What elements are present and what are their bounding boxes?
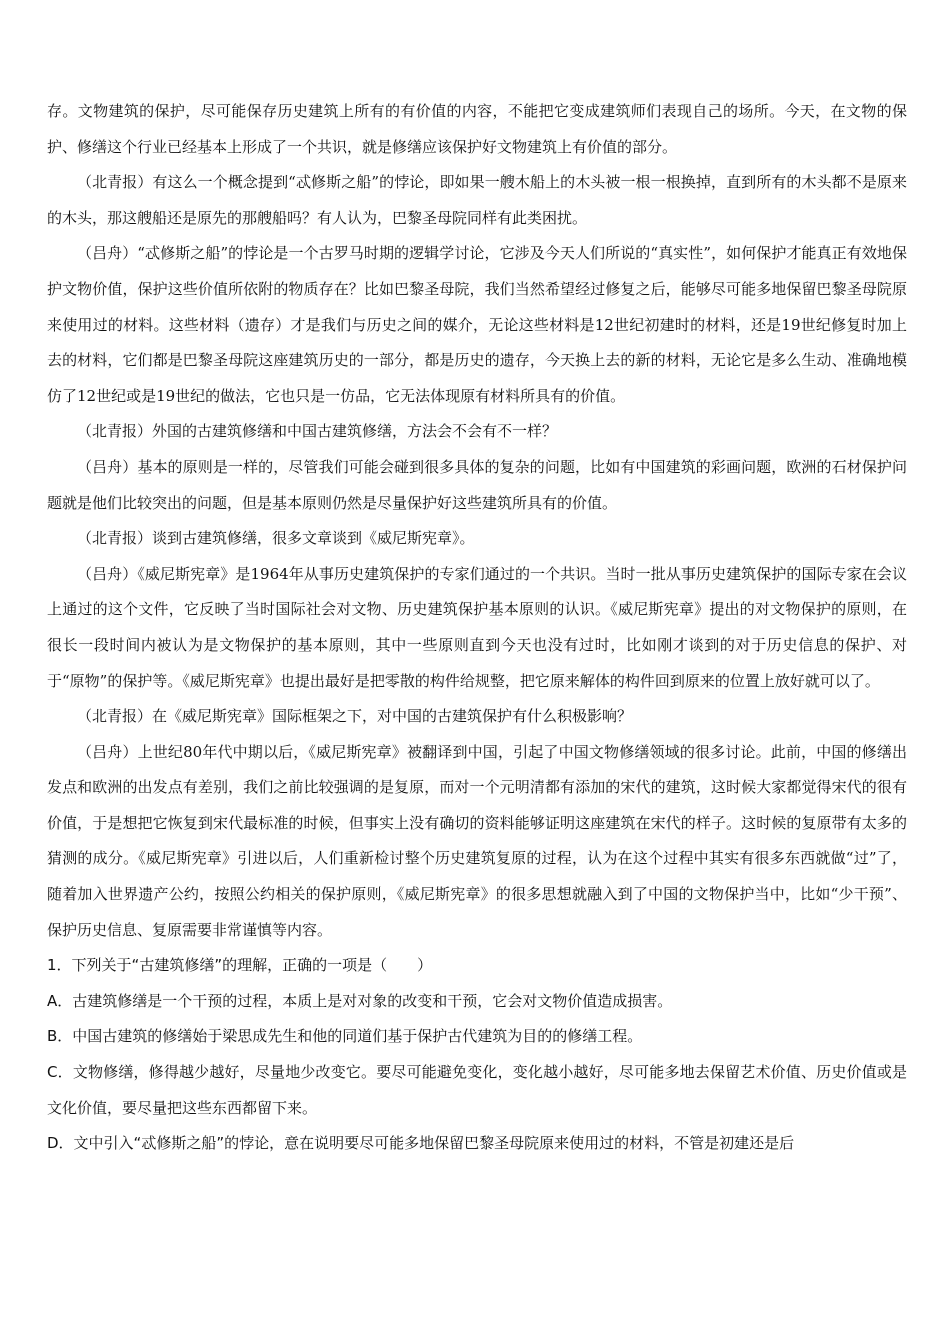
option-b: B．中国古建筑的修缮始于梁思成先生和他的同道们基于保护古代建筑为目的的修缮工程。 <box>47 1027 643 1046</box>
passage-paragraph-8: （北青报）在《威尼斯宪章》国际框架之下，对中国的古建筑保护有什么积极影响？ <box>77 707 633 726</box>
passage-paragraph-6: （北青报）谈到古建筑修缮，很多文章谈到《威尼斯宪章》。 <box>77 529 475 548</box>
passage-paragraph-3: （吕舟）“忒修斯之船”的悖论是一个古罗马时期的逻辑学讨论，它涉及今天人们所说的“真实性”，如何保护才能真正有效地保护文物价值，保护这些价值所依附的物质存在？比如巴黎圣母院，我们当然希望经过修复之后，能够尽可能多地保留巴黎圣母院原来使用过的材料。这些材料（遗存）才是我们与历史之间的媒介，无论这些材料是12世纪初建时的材料，还是19世纪修复时加上去的材料，它们都是巴黎圣母院这座建筑历史的一部分，都是历史的遗存，今天换上去的新的材料，无论它是多么生动、准确地模仿了12世纪或是19世纪的做法，它也只是一仿品，它无法体现原有材料所具有的价值。 <box>47 244 907 405</box>
passage-paragraph-7: （吕舟）《威尼斯宪章》是1964年从事历史建筑保护的专家们通过的一个共识。当时一批从事历史建筑保护的国际专家在会议上通过的这个文件，它反映了当时国际社会对文物、历史建筑保护基本原则的认识。《威尼斯宪章》提出的对文物保护的原则，在很长一段时间内被认为是文物保护的基本原则，其中一些原则直到今天也没有过时，比如刚才谈到的对于历史信息的保护、对于“原物”的保护等。《威尼斯宪章》也提出最好是把零散的构件给规整，把它原来解体的构件回到原来的位置上放好就可以了。 <box>47 564 907 690</box>
passage-paragraph-5: （吕舟）基本的原则是一样的，尽管我们可能会碰到很多具体的复杂的问题，比如有中国建筑的彩画问题，欧洲的石材保护问题就是他们比较突出的问题，但是基本原则仍然是尽量保护好这些建筑所具有的价值。 <box>47 457 907 512</box>
document-page <box>47 94 907 1162</box>
option-d: D．文中引入“忒修斯之船”的悖论，意在说明要尽可能多地保留巴黎圣母院原来使用过的材料，不管是初建还是后 <box>47 1134 795 1153</box>
passage-paragraph-2: （北青报）有这么一个概念提到“忒修斯之船”的悖论，即如果一艘木船上的木头被一根一根换掉，直到所有的木头都不是原来的木头，那这艘船还是原先的那艘船吗？有人认为，巴黎圣母院同样有此类困扰。 <box>47 173 907 227</box>
question-stem: 1．下列关于“古建筑修缮”的理解，正确的一项是（ ） <box>47 956 433 975</box>
passage-paragraph-4: （北青报）外国的古建筑修缮和中国古建筑修缮，方法会不会有不一样？ <box>77 422 558 441</box>
option-c: C．文物修缮，修得越少越好，尽量地少改变它。要尽可能避免变化，变化越小越好，尽可能多地去保留艺术价值、历史价值或是文化价值，要尽量把这些东西都留下来。 <box>47 1063 907 1117</box>
passage-paragraph-9: （吕舟）上世纪80年代中期以后，《威尼斯宪章》被翻译到中国，引起了中国文物修缮领域的很多讨论。此前，中国的修缮出发点和欧洲的出发点有差别，我们之前比较强调的是复原，而对一个元明清都有添加的宋代的建筑，这时候大家都觉得宋代的很有价值，于是想把它恢复到宋代最标准的时候，但事实上没有确切的资料能够证明这座建筑在宋代的样子。这时候的复原带有太多的猜测的成分。《威尼斯宪章》引进以后，人们重新检讨整个历史建筑复原的过程，认为在这个过程中其实有很多东西就做“过”了，随着加入世界遗产公约，按照公约相关的保护原则，《威尼斯宪章》的很多思想就融入到了中国的文物保护当中，比如“少干预”、保护历史信息、复原需要非常谨慎等内容。 <box>47 742 907 939</box>
passage-paragraph-1: 存。文物建筑的保护，尽可能保存历史建筑上所有的有价值的内容，不能把它变成建筑师们表现自己的场所。今天，在文物的保护、修缮这个行业已经基本上形成了一个共识，就是修缮应该保护好文物建筑上有价值的部分。 <box>47 102 907 156</box>
option-a: A．古建筑修缮是一个干预的过程，本质上是对对象的改变和干预，它会对文物价值造成损害。 <box>47 991 673 1010</box>
